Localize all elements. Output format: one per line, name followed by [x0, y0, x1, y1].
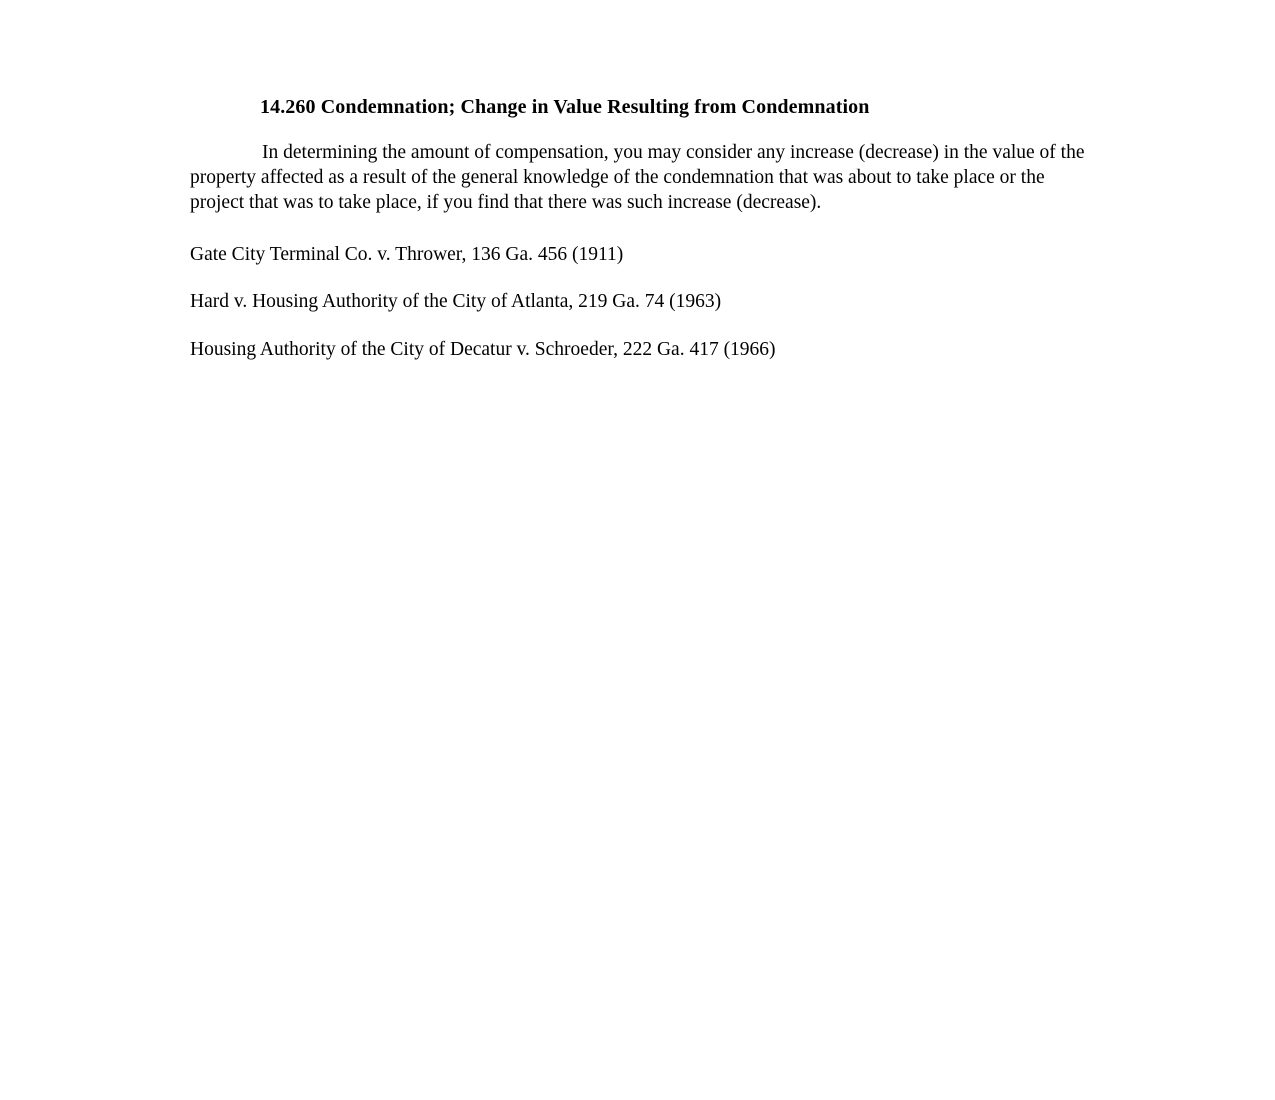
page-title: 14.260 Condemnation; Change in Value Resulting from Condemnation	[260, 96, 870, 118]
document-content	[190, 96, 1090, 384]
instruction-paragraph: In determining the amount of compensation, you may consider any increase (decrease) in the value of the property affected as a result of the general knowledge of the condemnation that was about to take place or the project that was to take place, if you find that there was such increase (decrease).	[190, 142, 1085, 213]
citation-item: Housing Authority of the City of Decatur v. Schroeder, 222 Ga. 417 (1966)	[190, 338, 776, 360]
citation-item: Gate City Terminal Co. v. Thrower, 136 Ga. 456 (1911)	[190, 243, 624, 265]
citation-item: Hard v. Housing Authority of the City of Atlanta, 219 Ga. 74 (1963)	[190, 291, 722, 313]
